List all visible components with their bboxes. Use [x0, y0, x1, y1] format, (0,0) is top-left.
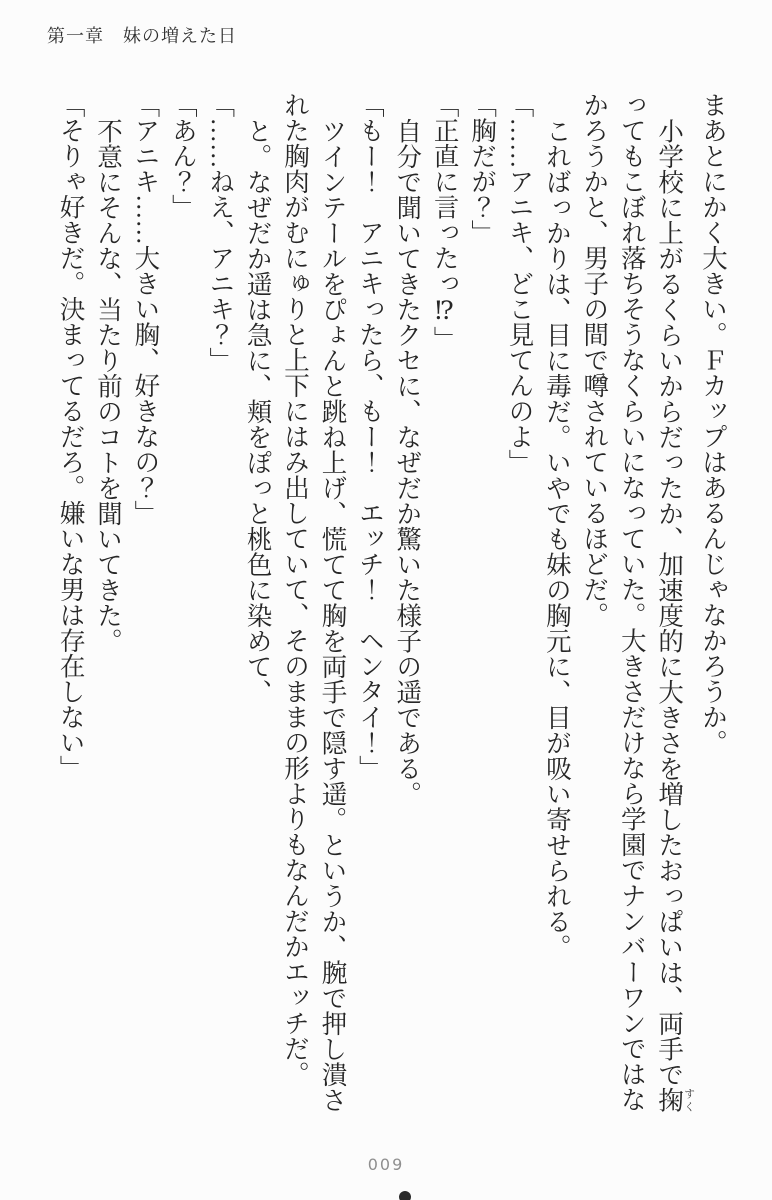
text-line: かろうかと、男子の間で噂されているほどだ。 [580, 92, 610, 628]
text-line: 「正直に言ったっ⁉」 [430, 92, 460, 352]
text-line: と。なぜだか遥は急に、頬をぽっと桃色に染めて、 [243, 117, 273, 704]
text-line: 「……アニキ、どこ見てんのよ」 [505, 92, 535, 475]
text-line: まあとにかく大きい。Ｆカップはあるんじゃなかろうか。 [699, 92, 728, 755]
chapter-title: 第一章 妹の増えた日 [47, 26, 237, 46]
text-line: 「もー！ アニキったら、もー！ エッチ！ ヘンタイ！」 [355, 92, 385, 781]
text-line: 「胸だが？」 [468, 92, 498, 245]
text-line: れた胸肉がむにゅりと上下にはみ出していて、そのままの形よりもなんだかエッチだ。 [281, 92, 311, 1087]
ruby-furigana: すく [682, 1086, 695, 1112]
body-text [52, 92, 732, 1124]
ruby-base: 掬 [655, 1086, 685, 1112]
text-line: ツインテールをぴょんと跳ね上げ、慌てて胸を両手で隠す遥。というか、腕で押し潰さ [318, 117, 348, 1112]
text-line: 「そりゃ好きだ。決まってるだろ。嫌いな男は存在しない」 [56, 92, 86, 781]
text-line: 自分で聞いてきたクセに、なぜだか驚いた様子の遥である。 [393, 117, 423, 806]
text-line: こればっかりは、目に毒だ。いやでも妹の胸元に、目が吸い寄せられる。 [542, 117, 572, 959]
text-line [651, 92, 695, 1124]
text-line: 不意にそんな、当たり前のコトを聞いてきた。 [94, 117, 123, 653]
footer-dot-icon [399, 1191, 411, 1200]
text-segment: 小学校に上がるくらいからだったか、加速度的に大きさを増したおっぱいは、両手で [655, 117, 685, 1087]
text-line: ってもこぼれ落ちそうなくらいになっていた。大きさだけなら学園でナンバーワンではな [617, 92, 647, 1112]
ruby-annotation [655, 1086, 695, 1113]
text-line: 「あん？」 [168, 92, 198, 220]
page-number: 009 [367, 1155, 405, 1174]
text-line: 「……ねえ、アニキ？」 [206, 92, 236, 373]
text-line: 「アニキ……大きい胸、好きなの？」 [131, 92, 161, 526]
